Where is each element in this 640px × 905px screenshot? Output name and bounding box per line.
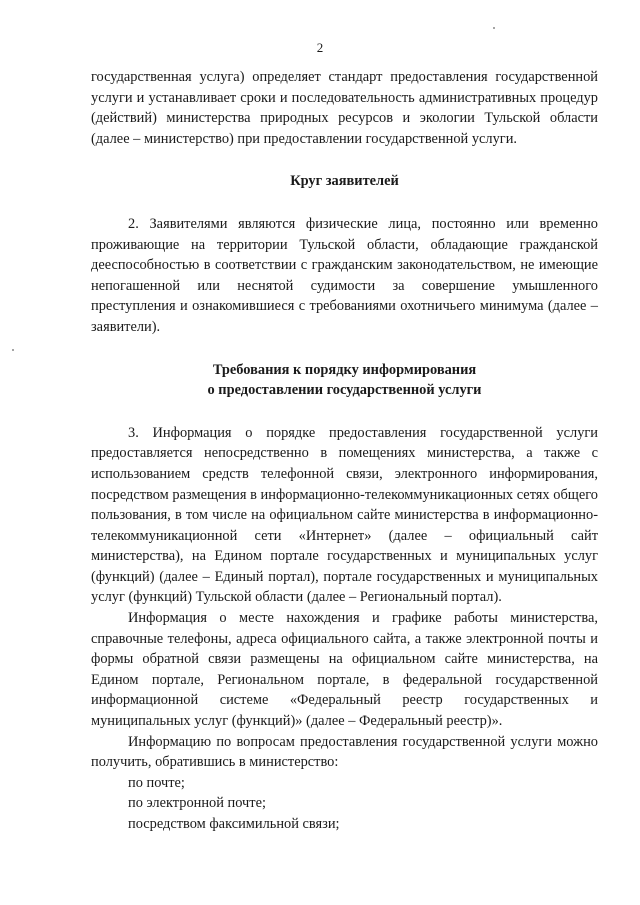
informing-paragraph-2: Информация о месте нахождения и графике работы министерства, справочные телефоны, адреса официального сайта, а также электронной почты и формы обратной связи размещены на официальном сайте министерства, на Едином портале, Региональном портале, в федеральной государственной информационной системе «Федеральный реестр государственных и муниципальных услуг (функций)» (далее – Федеральный реестр)».: [91, 610, 598, 730]
page-number: 2: [316, 40, 324, 55]
applicants-paragraph: 2. Заявителями являются физические лица, постоянно или временно проживающие на территории Тульской области, обладающие гражданской дееспособностью в соответствии с гражданским законодательством, не имеющие непогашенной или неснятой судимости за совершение умышленного преступления и ознакомившиеся с требованиями охотничьего минимума (далее – заявители).: [91, 215, 598, 335]
list-item: посредством факсимильной связи;: [128, 816, 340, 832]
heading-line-2: о предоставлении государственной услуги: [207, 382, 482, 399]
section-heading-applicants: Круг заявителей: [290, 173, 399, 190]
scan-speck: [12, 349, 14, 351]
list-item: по электронной почте;: [128, 795, 266, 812]
list-item: по почте;: [128, 774, 185, 791]
section-heading-informing: [91, 360, 598, 401]
scan-speck: [493, 27, 495, 29]
heading-line-1: Требования к порядку информирования: [212, 361, 477, 378]
document-body: [91, 67, 598, 835]
informing-paragraph-3: Информацию по вопросам предоставления государственной услуги можно получить, обратившись в министерство:: [91, 733, 598, 771]
intro-paragraph: государственная услуга) определяет стандарт предоставления государственной услуги и устанавливает сроки и последовательность административных процедур (действий) министерства природных ресурсов и экологии Тульской области (далее – министерство) при предоставлении государственной услуги.: [91, 69, 598, 147]
informing-paragraph-1: 3. Информация о порядке предоставления государственной услуги предоставляется непосредственно в помещениях министерства, а также с использованием средств телефонной связи, электронного информирования, посредством размещения в информационно-телекоммуникационных сетях общего пользования, в том числе на официальном сайте министерства в информационно-телекоммуникационной сети «Интернет» (далее – официальный сайт министерства), на Едином портале государственных и муниципальных услуг (функций) (далее – Единый портал), портале государственных и муниципальных услуг (функций) Тульской области (далее – Региональный портал).: [91, 424, 598, 606]
